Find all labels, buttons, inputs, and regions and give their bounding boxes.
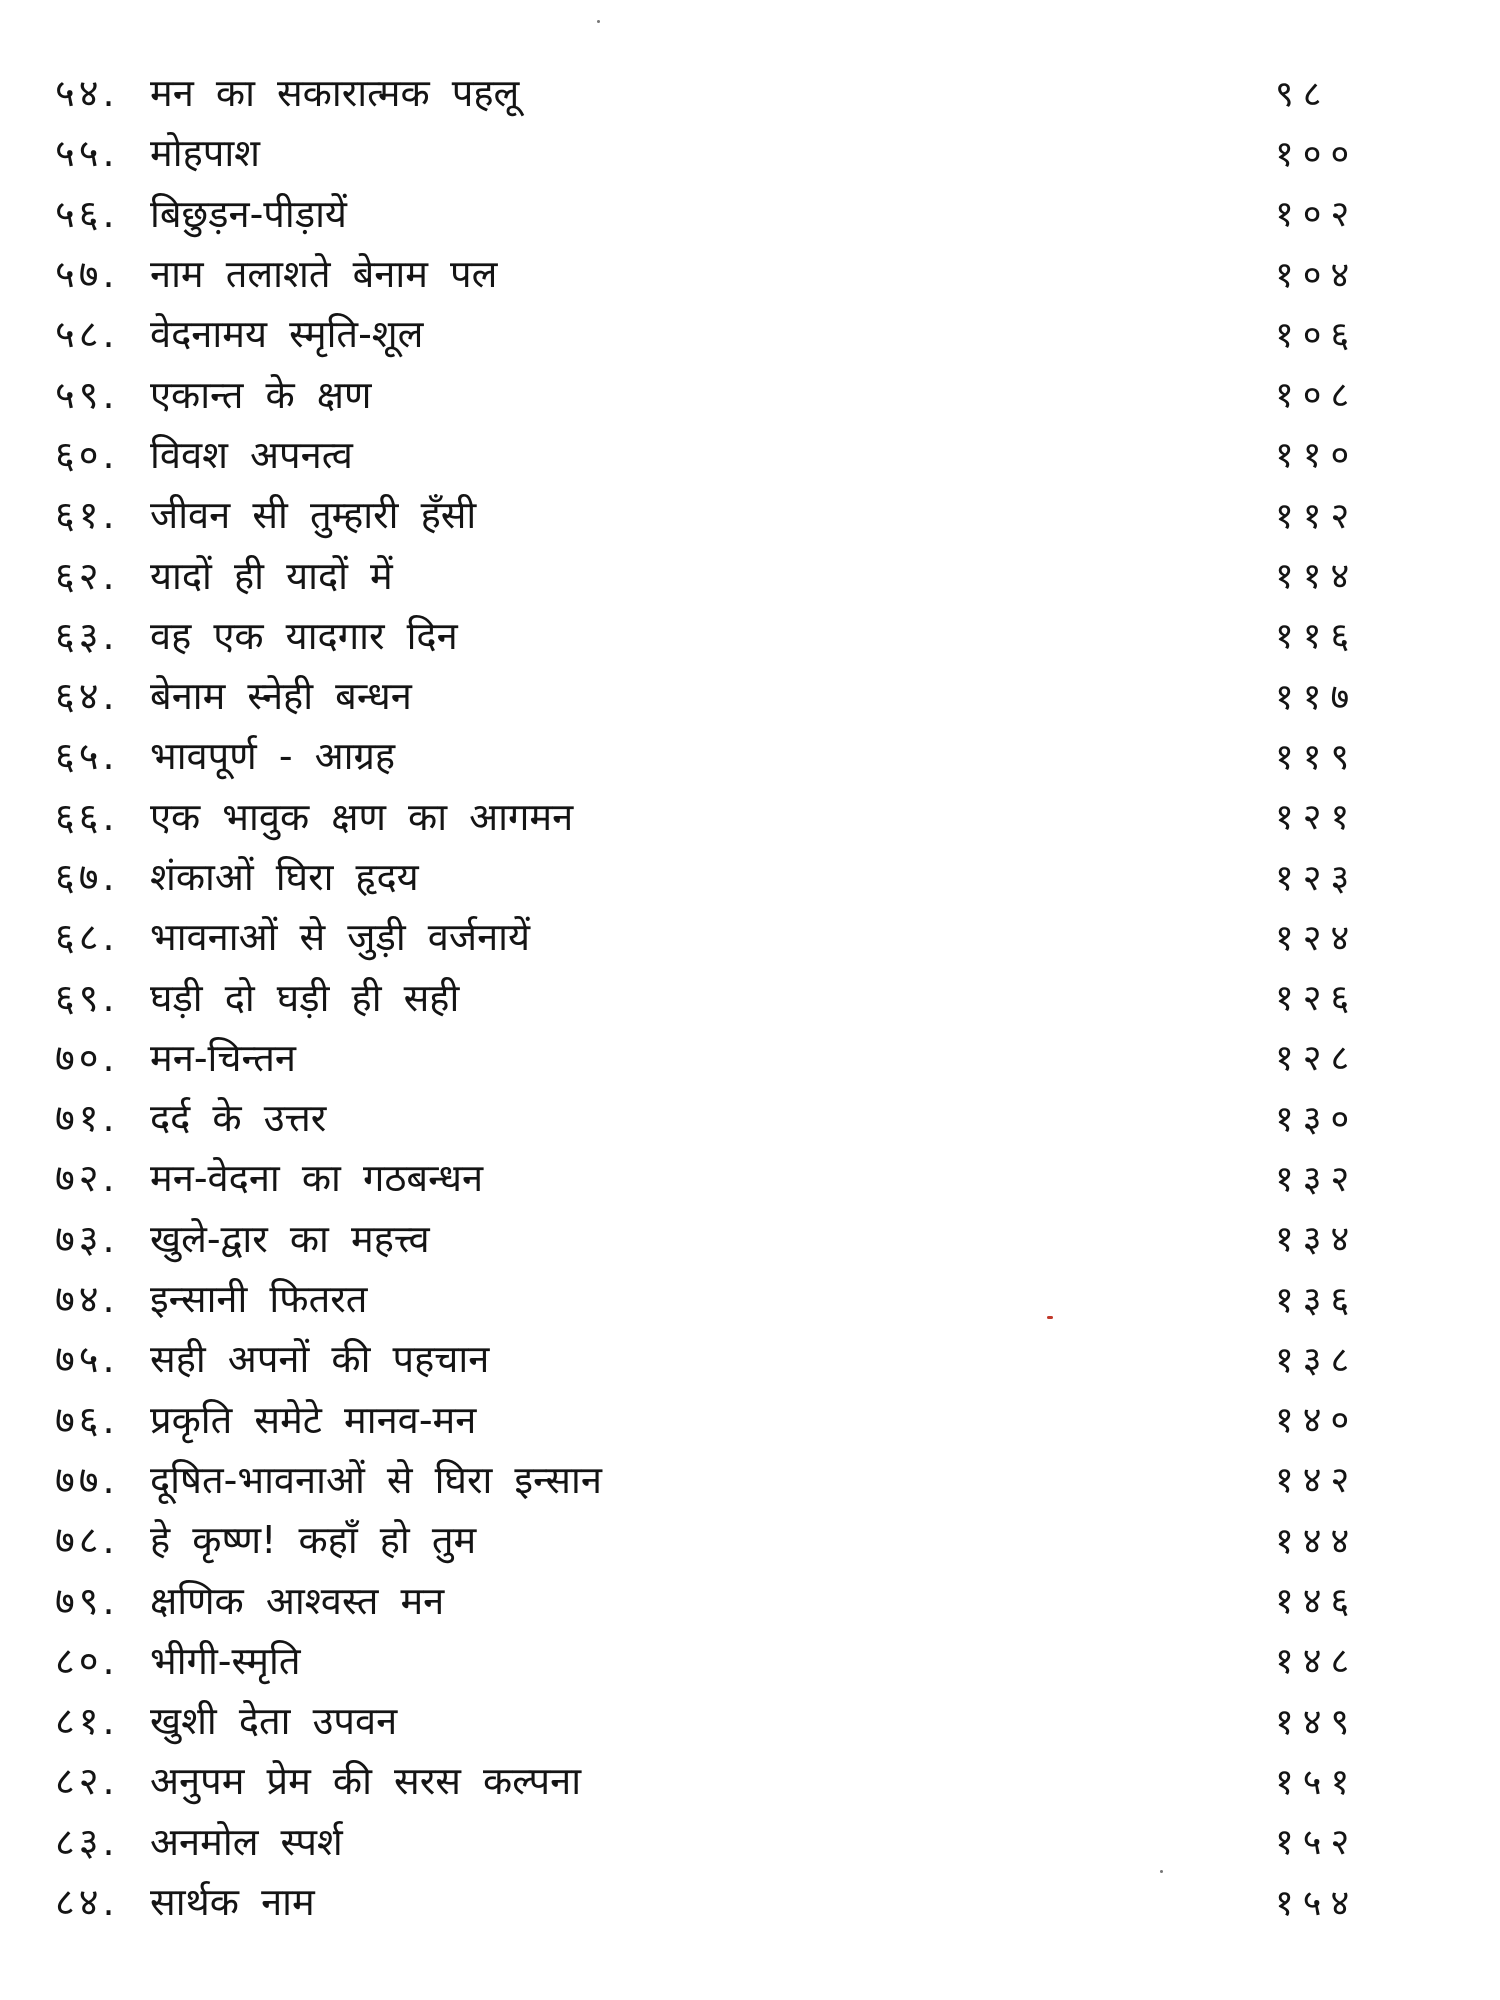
toc-entry-page-number: १३४	[1275, 1219, 1359, 1261]
toc-entry-title: इन्सानी फितरत	[150, 1277, 368, 1322]
toc-entry	[55, 1268, 1425, 1328]
toc-entry-page-number: १३०	[1275, 1098, 1359, 1140]
toc-entry	[55, 1449, 1425, 1509]
toc-entry-number: ६३.	[55, 613, 119, 658]
toc-entry	[55, 1147, 1425, 1207]
toc-entry	[55, 303, 1425, 363]
scan-speck	[597, 20, 600, 23]
toc-entry-page-number: १४९	[1275, 1701, 1359, 1743]
toc-entry-number: ५८.	[55, 312, 119, 357]
toc-entry	[55, 906, 1425, 966]
scan-speck	[1160, 1870, 1163, 1873]
toc-entry	[55, 363, 1425, 423]
toc-entry-page-number: १०२	[1275, 194, 1359, 236]
toc-entry-number: ८०.	[55, 1638, 119, 1683]
toc-entry	[55, 243, 1425, 303]
toc-entry-page-number: १००	[1275, 133, 1359, 175]
toc-entry-title: हे कृष्ण! कहाँ हो तुम	[150, 1518, 477, 1563]
toc-entry	[55, 1690, 1425, 1750]
toc-entry-title: जीवन सी तुम्हारी हँसी	[150, 493, 477, 538]
toc-entry-number: ७५.	[55, 1337, 119, 1382]
toc-entry-title: मन का सकारात्मक पहलू	[150, 71, 520, 116]
toc-entry	[55, 1208, 1425, 1268]
toc-entry-number: ६७.	[55, 855, 119, 899]
toc-entry-title: वह एक यादगार दिन	[150, 613, 458, 658]
toc-entry	[55, 605, 1425, 665]
toc-entry-page-number: १२८	[1275, 1038, 1359, 1080]
toc-entry-title: घड़ी दो घड़ी ही सही	[150, 975, 460, 1020]
toc-entry-title: भावपूर्ण - आग्रह	[150, 734, 396, 779]
toc-entry-number: ७६.	[55, 1397, 119, 1442]
toc-entry-page-number: ११६	[1275, 616, 1359, 658]
toc-entry	[55, 62, 1425, 122]
toc-entry	[55, 1509, 1425, 1569]
toc-entry-number: ७४.	[55, 1277, 119, 1322]
toc-entry-number: ७१.	[55, 1096, 119, 1141]
toc-entry-title: बेनाम स्नेही बन्धन	[150, 674, 412, 719]
toc-entry-title: बिछुड़न-पीड़ायें	[150, 191, 347, 236]
scan-speck	[1047, 1316, 1053, 1319]
toc-entry-page-number: ११४	[1275, 556, 1359, 598]
toc-entry-number: ७३.	[55, 1216, 119, 1261]
toc-entry-page-number: १५२	[1275, 1822, 1359, 1864]
toc-entry-number: ७२.	[55, 1156, 119, 1201]
toc-entry-page-number: १३६	[1275, 1279, 1359, 1321]
toc-entry-number: ७९.	[55, 1578, 119, 1623]
toc-entry	[55, 183, 1425, 243]
toc-entry	[55, 424, 1425, 484]
toc-entry-number: ६५.	[55, 734, 119, 779]
toc-entry-title: दर्द के उत्तर	[150, 1096, 327, 1141]
toc-entry-number: ७०.	[55, 1035, 119, 1080]
toc-entry-page-number: १५१	[1275, 1761, 1359, 1803]
toc-entry-number: ६२.	[55, 553, 119, 598]
toc-entry-number: ५४.	[55, 71, 119, 116]
toc-entry-title: अनमोल स्पर्श	[150, 1819, 343, 1864]
toc-entry	[55, 1569, 1425, 1629]
toc-entry-page-number: ११९	[1275, 736, 1359, 778]
toc-entry	[55, 1328, 1425, 1388]
toc-entry-title: नाम तलाशते बेनाम पल	[150, 252, 498, 297]
toc-entry	[55, 846, 1425, 906]
toc-entry-number: ८२.	[55, 1759, 119, 1804]
toc-entry-number: ६९.	[55, 975, 119, 1020]
toc-entry-number: ५६.	[55, 191, 119, 236]
toc-entry-number: ६८.	[55, 915, 119, 960]
toc-entry	[55, 1027, 1425, 1087]
toc-entry-title: मन-चिन्तन	[150, 1035, 296, 1080]
toc-entry-title: खुले-द्वार का महत्त्व	[150, 1216, 430, 1261]
toc-entry	[55, 1389, 1425, 1449]
toc-entry	[55, 725, 1425, 785]
toc-list	[55, 62, 1425, 1931]
toc-entry-number: ६४.	[55, 674, 119, 719]
toc-entry-title: शंकाओं घिरा हृदय	[150, 855, 419, 899]
toc-entry-number: ७८.	[55, 1518, 119, 1563]
toc-entry-title: मोहपाश	[150, 131, 261, 176]
toc-entry-number: ५७.	[55, 252, 119, 297]
toc-entry-number: ६६.	[55, 794, 119, 839]
toc-entry	[55, 1750, 1425, 1810]
toc-entry-page-number: ११०	[1275, 435, 1359, 477]
toc-entry-title: दूषित-भावनाओं से घिरा इन्सान	[150, 1457, 602, 1502]
toc-entry-page-number: १२३	[1275, 857, 1359, 899]
toc-entry	[55, 966, 1425, 1026]
toc-entry	[55, 544, 1425, 604]
toc-entry-page-number: १४०	[1275, 1400, 1359, 1442]
toc-entry-title: प्रकृति समेटे मानव-मन	[150, 1397, 477, 1442]
toc-entry-title: भीगी-स्मृति	[150, 1638, 301, 1683]
toc-entry-page-number: १२१	[1275, 797, 1359, 839]
toc-entry-page-number: ११७	[1275, 676, 1359, 718]
toc-entry-title: वेदनामय स्मृति-शूल	[150, 312, 424, 357]
toc-entry-page-number: १४६	[1275, 1581, 1359, 1623]
toc-entry-page-number: १२४	[1275, 917, 1359, 959]
toc-entry	[55, 122, 1425, 182]
toc-entry-title: अनुपम प्रेम की सरस कल्पना	[150, 1759, 582, 1804]
toc-entry-page-number: १३८	[1275, 1339, 1359, 1381]
toc-entry-number: ८१.	[55, 1699, 119, 1744]
toc-entry-title: एकान्त के क्षण	[150, 372, 372, 417]
toc-entry-page-number: १४२	[1275, 1460, 1359, 1502]
toc-entry-number: ६१.	[55, 493, 119, 538]
toc-entry-page-number: ९८	[1275, 73, 1331, 115]
toc-entry-title: एक भावुक क्षण का आगमन	[150, 794, 574, 839]
toc-entry-title: यादों ही यादों में	[150, 553, 393, 598]
toc-entry-page-number: ११२	[1275, 495, 1359, 537]
toc-entry-page-number: १४८	[1275, 1641, 1359, 1683]
toc-entry-number: ६०.	[55, 432, 119, 477]
toc-entry-page-number: १३२	[1275, 1158, 1359, 1200]
toc-entry-title: क्षणिक आश्वस्त मन	[150, 1578, 445, 1623]
toc-entry-page-number: १०४	[1275, 254, 1359, 296]
toc-entry	[55, 665, 1425, 725]
toc-entry-page-number: १५४	[1275, 1882, 1359, 1924]
toc-entry-page-number: १०६	[1275, 314, 1359, 356]
toc-entry-title: सही अपनों की पहचान	[150, 1337, 490, 1382]
toc-entry-number: ५९.	[55, 372, 119, 417]
toc-entry-title: खुशी देता उपवन	[150, 1699, 398, 1744]
toc-entry	[55, 1871, 1425, 1931]
toc-entry-page-number: १४४	[1275, 1520, 1359, 1562]
toc-entry-number: ८४.	[55, 1880, 119, 1925]
toc-entry-page-number: १०८	[1275, 375, 1359, 417]
toc-entry-number: ५५.	[55, 131, 119, 176]
toc-entry-title: सार्थक नाम	[150, 1880, 315, 1925]
toc-entry-title: मन-वेदना का गठबन्धन	[150, 1156, 484, 1201]
toc-entry-page-number: १२६	[1275, 978, 1359, 1020]
toc-entry	[55, 1811, 1425, 1871]
toc-entry	[55, 1630, 1425, 1690]
toc-entry-title: विवश अपनत्व	[150, 432, 353, 477]
toc-entry-title: भावनाओं से जुड़ी वर्जनायें	[150, 915, 531, 960]
toc-entry	[55, 786, 1425, 846]
toc-entry	[55, 1087, 1425, 1147]
toc-entry	[55, 484, 1425, 544]
toc-entry-number: ७७.	[55, 1457, 119, 1502]
toc-entry-number: ८३.	[55, 1819, 119, 1864]
